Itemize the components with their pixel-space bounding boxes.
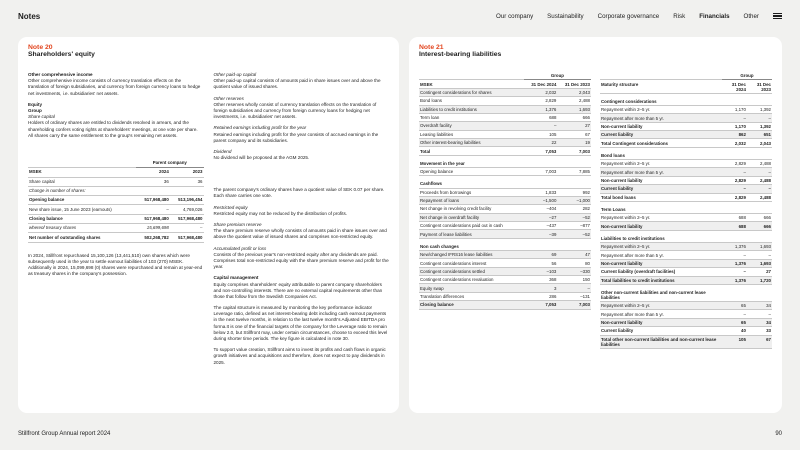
- row-label: Cashflows: [419, 176, 524, 188]
- cell-value: –: [722, 310, 747, 318]
- table-row: [419, 97, 591, 105]
- cell-value: –1,500: [524, 196, 558, 204]
- cell-value: 7,885: [557, 167, 591, 175]
- row-label: Repayment within 2–5 yr.: [600, 160, 722, 168]
- cell-value: 282: [557, 205, 591, 213]
- cell-value: [557, 176, 591, 188]
- cell-value: –: [524, 122, 558, 130]
- subheading: Restricted equity: [213, 204, 248, 210]
- cell-value: [136, 186, 170, 195]
- cell-value: 2,829: [722, 193, 747, 201]
- cell-value: 368: [524, 276, 558, 284]
- row-label: Contingent considerations paid out in cash: [419, 222, 524, 230]
- paragraph: Holders of ordinary shares are entitled to dividends resolved in arrears, and the shareholding confers voting rights at shareholders' meetings, at one vote per share. All shares carry the same entitlement to the group's remaining net assets.: [28, 120, 198, 138]
- table-row: [600, 147, 772, 159]
- cell-value: 517,968,480: [170, 214, 204, 223]
- cell-value: 150: [557, 276, 591, 284]
- table-group-header: Group: [722, 72, 772, 80]
- table-row: [600, 310, 772, 318]
- row-label: Current liability: [600, 327, 722, 335]
- cell-value: –: [747, 251, 772, 259]
- table-row: [419, 122, 591, 130]
- row-label: Non-current liability: [600, 259, 722, 267]
- row-label: Non-current liability: [600, 122, 722, 130]
- table-row: [419, 167, 591, 175]
- interest-bearing-liabilities-table: [419, 72, 591, 310]
- cell-value: [722, 201, 747, 213]
- table-row: [600, 201, 772, 213]
- cell-value: –39: [524, 230, 558, 238]
- cell-value: 56: [524, 259, 558, 267]
- cell-value: 36: [170, 177, 204, 186]
- paragraph: Restricted equity may not be reduced by the distribution of profits.: [213, 210, 348, 216]
- cell-value: 36: [136, 177, 170, 186]
- cell-value: [722, 284, 747, 301]
- cell-value: 69: [524, 250, 558, 258]
- paragraph: Other comprehensive income consists of currency translation effects on the translation of foreign subsidiaries, and currency from foreign currency loans to hedge net investments, i.e. subsidiaries' net assets.: [28, 78, 201, 96]
- cell-value: 7,053: [524, 301, 558, 309]
- cell-value: [524, 176, 558, 188]
- nav-link-our-company[interactable]: Our company: [496, 12, 534, 20]
- row-label: Total other non-current liabilities and non-current lease liabilities: [600, 335, 722, 348]
- table-row: [28, 177, 204, 186]
- table-row: [419, 292, 591, 300]
- table-row: [419, 230, 591, 238]
- cell-value: 105: [524, 130, 558, 138]
- table-row: [419, 113, 591, 121]
- paragraph: Retained earnings including profit for the year consists of accrued earnings in the parent company and its subsidiaries.: [213, 131, 379, 143]
- cell-value: 7,003: [557, 301, 591, 309]
- note-20-card: [18, 37, 399, 413]
- cell-value: [747, 93, 772, 105]
- row-label: New/changed IFRS16 lease liabilities: [419, 250, 524, 258]
- cell-value: 1,170: [722, 105, 747, 113]
- cell-value: 1,693: [747, 243, 772, 251]
- table-row: [600, 139, 772, 147]
- cell-value: –: [747, 310, 772, 318]
- table-row: [28, 233, 204, 242]
- table-header: MSEK: [419, 80, 524, 88]
- table-row: [600, 251, 772, 259]
- cell-value: –: [170, 224, 204, 233]
- cell-value: 2,829: [524, 97, 558, 105]
- cell-value: –: [722, 185, 747, 193]
- cell-value: 34: [747, 318, 772, 326]
- subheading: Group: [28, 107, 42, 113]
- cell-value: –: [747, 168, 772, 176]
- cell-value: –437: [524, 222, 558, 230]
- nav-link-financials[interactable]: Financials: [699, 12, 730, 20]
- cell-value: 27: [557, 122, 591, 130]
- cell-value: 286: [524, 292, 558, 300]
- table-row: [600, 243, 772, 251]
- table-row: [419, 139, 591, 147]
- table-row: [600, 160, 772, 168]
- paragraph: Equity comprises shareholders' equity attributable to parent company shareholders and non-controlling interests. There are no external capital requirements other than those that follow from the Swedish Companies Act.: [213, 281, 383, 299]
- table-row: [419, 276, 591, 284]
- table-row: [28, 214, 204, 223]
- table-row: [419, 222, 591, 230]
- cell-value: 688: [722, 222, 747, 230]
- cell-value: 688: [524, 113, 558, 121]
- parent-company-shares-table: [28, 159, 204, 243]
- row-label: Closing balance: [419, 301, 524, 309]
- cell-value: 67: [557, 130, 591, 138]
- cell-value: 4,769,026: [170, 205, 204, 214]
- cell-value: 1,392: [747, 105, 772, 113]
- nav-link-corporate-governance[interactable]: Corporate governance: [597, 12, 660, 20]
- row-label: Net change in revolving credit facility: [419, 205, 524, 213]
- cell-value: [747, 201, 772, 213]
- cell-value: [557, 238, 591, 250]
- table-header: 31 Dec 2023: [557, 80, 591, 88]
- row-label: Repayment of loans: [419, 196, 524, 204]
- cell-value: [722, 93, 747, 105]
- table-row: [28, 205, 204, 214]
- row-label: Term Loans: [600, 201, 722, 213]
- table-header: Maturity structure: [600, 80, 722, 93]
- cell-value: 65: [722, 318, 747, 326]
- table-row: [419, 205, 591, 213]
- paragraph: Consists of the previous year's non-restricted equity after any dividends are paid. Comprises total non-restricted equity with the share premium reserve and profit for the year.: [213, 251, 389, 270]
- table-row: [419, 284, 591, 292]
- cell-value: 1,376: [722, 259, 747, 267]
- paragraph: The capital structure is measured by monitoring the key performance indicator Leverage ratio, defined as net interest-bearing debt including cash earnout payments in the next twelve months, in relation to the last twelve month's Adjusted EBITDA pro forma.It is one of the financial targets of the company for the Leverage ratio to remain below 2.0, but Stillfront may, under certain circumstances, choose to exceed this level during shorter time periods. The key figure is calculated in note 30.: [213, 305, 388, 341]
- row-label: Net number of outstanding shares: [28, 233, 136, 242]
- table-row: [419, 238, 591, 250]
- row-label: Bond loans: [600, 147, 722, 159]
- cell-value: [722, 230, 747, 242]
- row-label: Repayment after more than 5 yr.: [600, 114, 722, 122]
- row-label: Repayment within 2–5 yr.: [600, 302, 722, 310]
- cell-value: 1,693: [747, 259, 772, 267]
- row-label: Bond loans: [419, 97, 524, 105]
- row-label: Current liability (overdraft facilities): [600, 268, 722, 276]
- cell-value: –404: [524, 205, 558, 213]
- cell-value: [747, 284, 772, 301]
- row-label: Liabilities to credit institutions: [419, 105, 524, 113]
- table-row: [600, 131, 772, 139]
- nav-link-risk[interactable]: Risk: [673, 12, 686, 20]
- cell-value: 65: [722, 302, 747, 310]
- paragraph: No dividend will be proposed at the AGM 2025.: [213, 155, 310, 161]
- row-label: Contingent considerations interest: [419, 259, 524, 267]
- cell-value: 2,488: [747, 176, 772, 184]
- cell-value: 2,043: [557, 88, 591, 96]
- row-label: Other non-current liabilities and non-current lease liabilities: [600, 284, 722, 301]
- row-label: Contingent considerations: [600, 93, 722, 105]
- table-group-header: Group: [524, 72, 591, 80]
- row-label: Translation differences: [419, 292, 524, 300]
- row-label: Closing balance: [28, 214, 136, 223]
- paragraph: Other reserves wholly consist of currency translation effects on the translation of foreign subsidiaries and currency from foreign currency loans for hedging net investments, i.e. subsidiaries' net assets.: [213, 101, 377, 120]
- cell-value: [747, 147, 772, 159]
- note-number: Note 20: [28, 44, 53, 51]
- table-group-header: Parent company: [136, 159, 203, 168]
- cell-value: 47: [557, 250, 591, 258]
- cell-value: –: [722, 168, 747, 176]
- table-row: [600, 222, 772, 230]
- paragraph: Other paid-up capital consists of amounts paid in share issues over and above the quotient value of issued shares.: [213, 78, 381, 90]
- table-row: [600, 105, 772, 113]
- cell-value: 517,968,480: [136, 196, 170, 205]
- cell-value: 666: [557, 113, 591, 121]
- cell-value: –: [136, 205, 170, 214]
- table-row: [419, 147, 591, 155]
- section-title: Notes: [18, 11, 41, 21]
- cell-value: –: [722, 114, 747, 122]
- table-row: [600, 259, 772, 267]
- cell-value: [170, 186, 204, 195]
- cell-value: 992: [557, 188, 591, 196]
- paragraph: The share premium reserve wholly consists of amounts paid in share issues over and above the quotient value of issued shares and comprises non-restricted equity.: [213, 228, 387, 240]
- note-title: Shareholders' equity: [28, 51, 95, 58]
- row-label: Repayment after more than 5 yr.: [600, 251, 722, 259]
- row-label: Total bond loans: [600, 193, 722, 201]
- cell-value: 34: [747, 302, 772, 310]
- cell-value: 67: [747, 335, 772, 348]
- cell-value: 1,693: [557, 105, 591, 113]
- table-header: 2023: [170, 168, 204, 177]
- cell-value: [524, 155, 558, 167]
- cell-value: –: [747, 185, 772, 193]
- table-row: [28, 186, 204, 195]
- row-label: Opening balance: [28, 196, 136, 205]
- cell-value: –52: [557, 230, 591, 238]
- row-label: Contingent considerations for shares: [419, 88, 524, 96]
- cell-value: 2,829: [722, 160, 747, 168]
- text-column-left: [28, 72, 204, 371]
- text-column-right: [214, 72, 390, 371]
- row-label: Overdraft facility: [419, 122, 524, 130]
- cell-value: 3: [524, 284, 558, 292]
- cell-value: –27: [524, 213, 558, 221]
- cell-value: –131: [557, 292, 591, 300]
- table-row: [600, 318, 772, 326]
- row-label: Repayment after more than 5 yr.: [600, 310, 722, 318]
- cell-value: 688: [722, 214, 747, 222]
- subheading: Other paid-up capital: [213, 72, 257, 77]
- cell-value: 105: [722, 335, 747, 348]
- row-label: New share issue, 15 June 2023 (earnouts): [28, 205, 136, 214]
- table-row: [600, 122, 772, 130]
- table-row: [600, 335, 772, 348]
- row-label: Repayment within 2–5 yr.: [600, 105, 722, 113]
- row-label: Movement in the year: [419, 155, 524, 167]
- cell-value: –: [557, 284, 591, 292]
- cell-value: 666: [747, 222, 772, 230]
- row-label: Proceeds from borrowings: [419, 188, 524, 196]
- cell-value: 19: [557, 139, 591, 147]
- row-label: Other interest-bearing liabilities: [419, 139, 524, 147]
- table-row: [600, 214, 772, 222]
- subheading: Retained earnings including profit for the year: [213, 125, 307, 131]
- cell-value: [747, 230, 772, 242]
- note-title: Interest-bearing liabilities: [419, 51, 502, 58]
- cell-value: [557, 155, 591, 167]
- cell-value: –103: [524, 267, 558, 275]
- subheading: Other reserves: [213, 95, 244, 101]
- cell-value: –330: [557, 267, 591, 275]
- cell-value: 1,376: [722, 243, 747, 251]
- subheading: Share premium reserve: [213, 222, 262, 227]
- cell-value: –877: [557, 222, 591, 230]
- cell-value: 2,043: [747, 139, 772, 147]
- table-row: [600, 268, 772, 276]
- maturity-structure-table: [600, 72, 772, 349]
- row-label: Total: [419, 147, 524, 155]
- cell-value: 2,488: [557, 97, 591, 105]
- cell-value: 1,720: [747, 276, 772, 284]
- row-label: Total Contingent considerations: [600, 139, 722, 147]
- table-row: [600, 114, 772, 122]
- table-row: [419, 196, 591, 204]
- table-row: [600, 284, 772, 301]
- table-row: [600, 93, 772, 105]
- report-name: Stillfront Group Annual report 2024: [18, 431, 111, 437]
- row-label: Net change in overdraft facility: [419, 213, 524, 221]
- table-row: [600, 276, 772, 284]
- cell-value: –52: [557, 213, 591, 221]
- table-row: [419, 301, 591, 309]
- nav-link-other[interactable]: Other: [743, 12, 759, 20]
- cell-value: –: [722, 268, 747, 276]
- cell-value: 2,829: [722, 176, 747, 184]
- page-number: 90: [775, 431, 782, 437]
- row-label: Non-current liability: [600, 222, 722, 230]
- row-label: Liabilities to credit institutions: [600, 230, 722, 242]
- table-row: [28, 196, 204, 205]
- cell-value: 33: [747, 327, 772, 335]
- row-label: Repayment within 2–5 yr.: [600, 214, 722, 222]
- table-row: [419, 250, 591, 258]
- cell-value: 2,032: [524, 88, 558, 96]
- table-row: [600, 185, 772, 193]
- paragraph: In 2024, Stillfront repurchased 15,100,126 (13,441,510) own shares which were subsequently used in the year to settle earnout liabilities of 103 (270) MSEK. Additionally in 2024, 15,099,698 (0) shares were repurchased and remain at year-end as treasury shares in the company's possession.: [28, 252, 203, 277]
- top-navigation: [0, 0, 800, 32]
- cell-value: 27: [747, 268, 772, 276]
- row-label: Current liability: [600, 131, 722, 139]
- cell-value: 651: [747, 131, 772, 139]
- cell-value: 7,053: [524, 147, 558, 155]
- cell-value: 502,268,782: [136, 233, 170, 242]
- cell-value: 7,003: [524, 167, 558, 175]
- table-header: 31 Dec 2024: [524, 80, 558, 88]
- cell-value: –1,000: [557, 196, 591, 204]
- cell-value: 517,968,480: [170, 233, 204, 242]
- cell-value: 862: [722, 131, 747, 139]
- table-row: [419, 88, 591, 96]
- row-label: Share capital: [28, 177, 136, 186]
- table-row: [28, 224, 204, 233]
- table-row: [419, 213, 591, 221]
- cell-value: 7,003: [557, 147, 591, 155]
- cell-value: 666: [747, 214, 772, 222]
- cell-value: 1,833: [524, 188, 558, 196]
- row-label: Equity swap: [419, 284, 524, 292]
- table-row: [419, 155, 591, 167]
- row-label: Non-current liability: [600, 176, 722, 184]
- cell-value: 517,968,480: [136, 214, 170, 223]
- note-21-card: [409, 37, 782, 413]
- table-row: [419, 176, 591, 188]
- cell-value: –: [747, 114, 772, 122]
- cell-value: 1,376: [722, 276, 747, 284]
- cell-value: 2,488: [747, 193, 772, 201]
- subheading: Other comprehensive income: [28, 72, 93, 77]
- row-label: Current liability: [600, 185, 722, 193]
- cell-value: –: [722, 251, 747, 259]
- cell-value: 15,699,698: [136, 224, 170, 233]
- note-number: Note 21: [419, 44, 444, 51]
- table-row: [419, 188, 591, 196]
- table-header: 31 Dec 2024: [722, 80, 747, 93]
- subheading: Share capital: [28, 114, 55, 120]
- table-row: [419, 130, 591, 138]
- menu-icon[interactable]: [773, 13, 782, 20]
- nav-links: [496, 13, 759, 20]
- cell-value: 1,376: [524, 105, 558, 113]
- table-row: [600, 230, 772, 242]
- row-label: Repayment within 2–5 yr.: [600, 243, 722, 251]
- cell-value: 22: [524, 139, 558, 147]
- row-label: Non-current liability: [600, 318, 722, 326]
- row-label: Leasing liabilities: [419, 130, 524, 138]
- table-row: [600, 168, 772, 176]
- cell-value: 40: [722, 327, 747, 335]
- cell-value: 1,392: [747, 122, 772, 130]
- row-label: Non cash changes: [419, 238, 524, 250]
- table-row: [600, 302, 772, 310]
- row-label: Payment of lease liabilities: [419, 230, 524, 238]
- row-label: Repayment after more than 5 yr.: [600, 168, 722, 176]
- row-label: Change in number of shares:: [28, 186, 136, 195]
- table-row: [600, 193, 772, 201]
- subheading: Equity: [28, 101, 43, 107]
- cell-value: [524, 238, 558, 250]
- cell-value: [722, 147, 747, 159]
- table-row: [600, 176, 772, 184]
- row-label: Total liabilities to credit institutions: [600, 276, 722, 284]
- cell-value: 1,170: [722, 122, 747, 130]
- paragraph: To support value creation, Stillfront aims to invest its profits and cash flows in organic growth initiatives and acquisitions and therefore, does not expect to pay dividends in 2025.: [213, 347, 386, 365]
- subheading: Capital management: [213, 275, 259, 281]
- table-row: [600, 327, 772, 335]
- page-footer: [18, 431, 782, 437]
- nav-link-sustainability[interactable]: Sustainability: [547, 12, 584, 20]
- cell-value: 2,488: [747, 160, 772, 168]
- subheading: Accumulated profit or loss: [213, 245, 267, 251]
- table-row: [419, 259, 591, 267]
- table-header: 2024: [136, 168, 170, 177]
- row-label: Term loan: [419, 113, 524, 121]
- cell-value: 513,196,454: [170, 196, 204, 205]
- row-label: Opening balance: [419, 167, 524, 175]
- row-label: Contingent considerations revaluation: [419, 276, 524, 284]
- cell-value: 80: [557, 259, 591, 267]
- subheading: Dividend: [213, 148, 232, 154]
- table-header: 31 Dec 2023: [747, 80, 772, 93]
- row-label: whereof treasury shares: [28, 224, 136, 233]
- cell-value: 2,032: [722, 139, 747, 147]
- table-row: [419, 267, 591, 275]
- table-row: [419, 105, 591, 113]
- table-header: MSEK: [28, 168, 136, 177]
- paragraph: The parent company's ordinary shares have a quotient value of SEK 0.07 per share. Each share carries one vote.: [213, 187, 385, 199]
- row-label: Contingent considerations settled: [419, 267, 524, 275]
